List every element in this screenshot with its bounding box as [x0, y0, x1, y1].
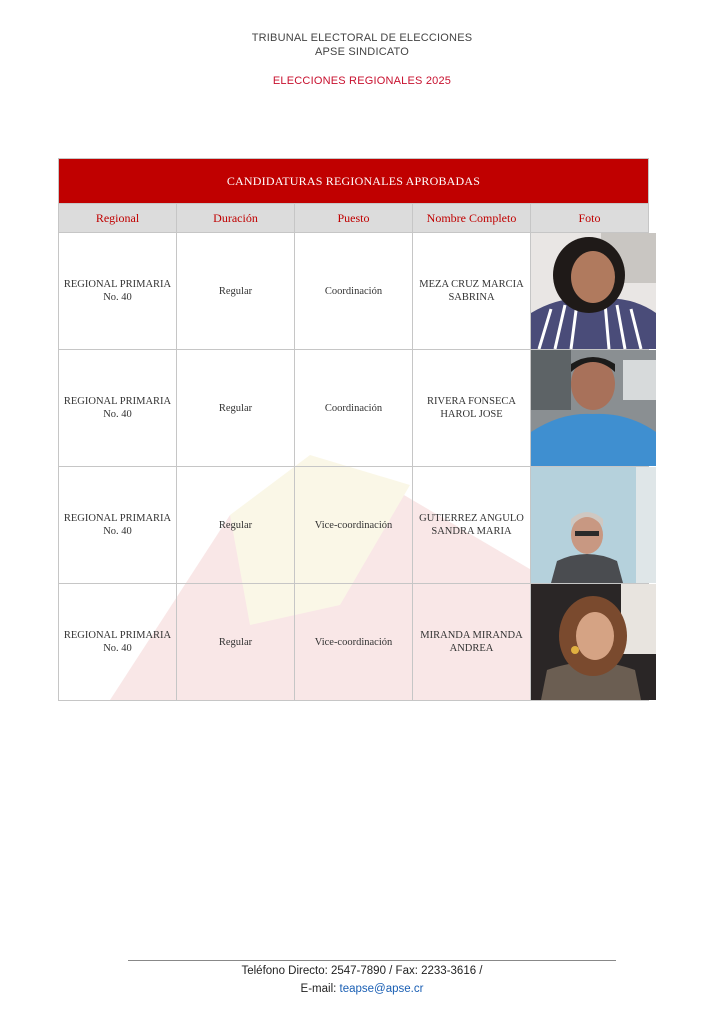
candidate-photo: [531, 584, 656, 700]
cell-foto: [531, 350, 649, 467]
header-line-1: TRIBUNAL ELECTORAL DE ELECCIONES: [251, 32, 473, 44]
cell-foto: [531, 233, 649, 350]
candidate-photo: [531, 467, 656, 583]
column-header-puesto: Puesto: [295, 204, 413, 233]
candidate-photo: [531, 233, 656, 349]
cell-puesto: Coordinación: [295, 350, 413, 467]
cell-puesto: Coordinación: [295, 233, 413, 350]
column-header-nombre: Nombre Completo: [413, 204, 531, 233]
table-row: [59, 584, 649, 701]
cell-duracion: Regular: [177, 350, 295, 467]
header-line-2: APSE SINDICATO: [314, 46, 410, 58]
column-header-foto: Foto: [531, 204, 649, 233]
document-header: [0, 31, 724, 59]
table-title: CANDIDATURAS REGIONALES APROBADAS: [59, 159, 649, 204]
cell-nombre: RIVERA FONSECA HAROL JOSE: [413, 350, 531, 467]
cell-regional: REGIONAL PRIMARIA No. 40: [59, 233, 177, 350]
cell-nombre: GUTIERREZ ANGULO SANDRA MARIA: [413, 467, 531, 584]
cell-duracion: Regular: [177, 233, 295, 350]
footer-email-line: [0, 983, 724, 995]
cell-puesto: Vice-coordinación: [295, 467, 413, 584]
cell-foto: [531, 584, 649, 701]
table-row: [59, 233, 649, 350]
footer-divider: [128, 960, 616, 961]
cell-nombre: MEZA CRUZ MARCIA SABRINA: [413, 233, 531, 350]
cell-foto: [531, 467, 649, 584]
footer-email-link[interactable]: teapse@apse.cr: [339, 983, 424, 995]
candidates-table: [58, 158, 649, 701]
column-header-regional: Regional: [59, 204, 177, 233]
cell-duracion: Regular: [177, 584, 295, 701]
cell-duracion: Regular: [177, 467, 295, 584]
footer-email-label: E-mail:: [300, 983, 337, 995]
cell-regional: REGIONAL PRIMARIA No. 40: [59, 350, 177, 467]
header-subtitle: ELECCIONES REGIONALES 2025: [272, 75, 452, 87]
column-header-duracion: Duración: [177, 204, 295, 233]
cell-regional: REGIONAL PRIMARIA No. 40: [59, 467, 177, 584]
cell-regional: REGIONAL PRIMARIA No. 40: [59, 584, 177, 701]
table-row: [59, 467, 649, 584]
cell-puesto: Vice-coordinación: [295, 584, 413, 701]
cell-nombre: MIRANDA MIRANDA ANDREA: [413, 584, 531, 701]
table-row: [59, 350, 649, 467]
candidate-photo: [531, 350, 656, 466]
footer-phone: Teléfono Directo: 2547-7890 / Fax: 2233-3616 /: [241, 965, 483, 977]
